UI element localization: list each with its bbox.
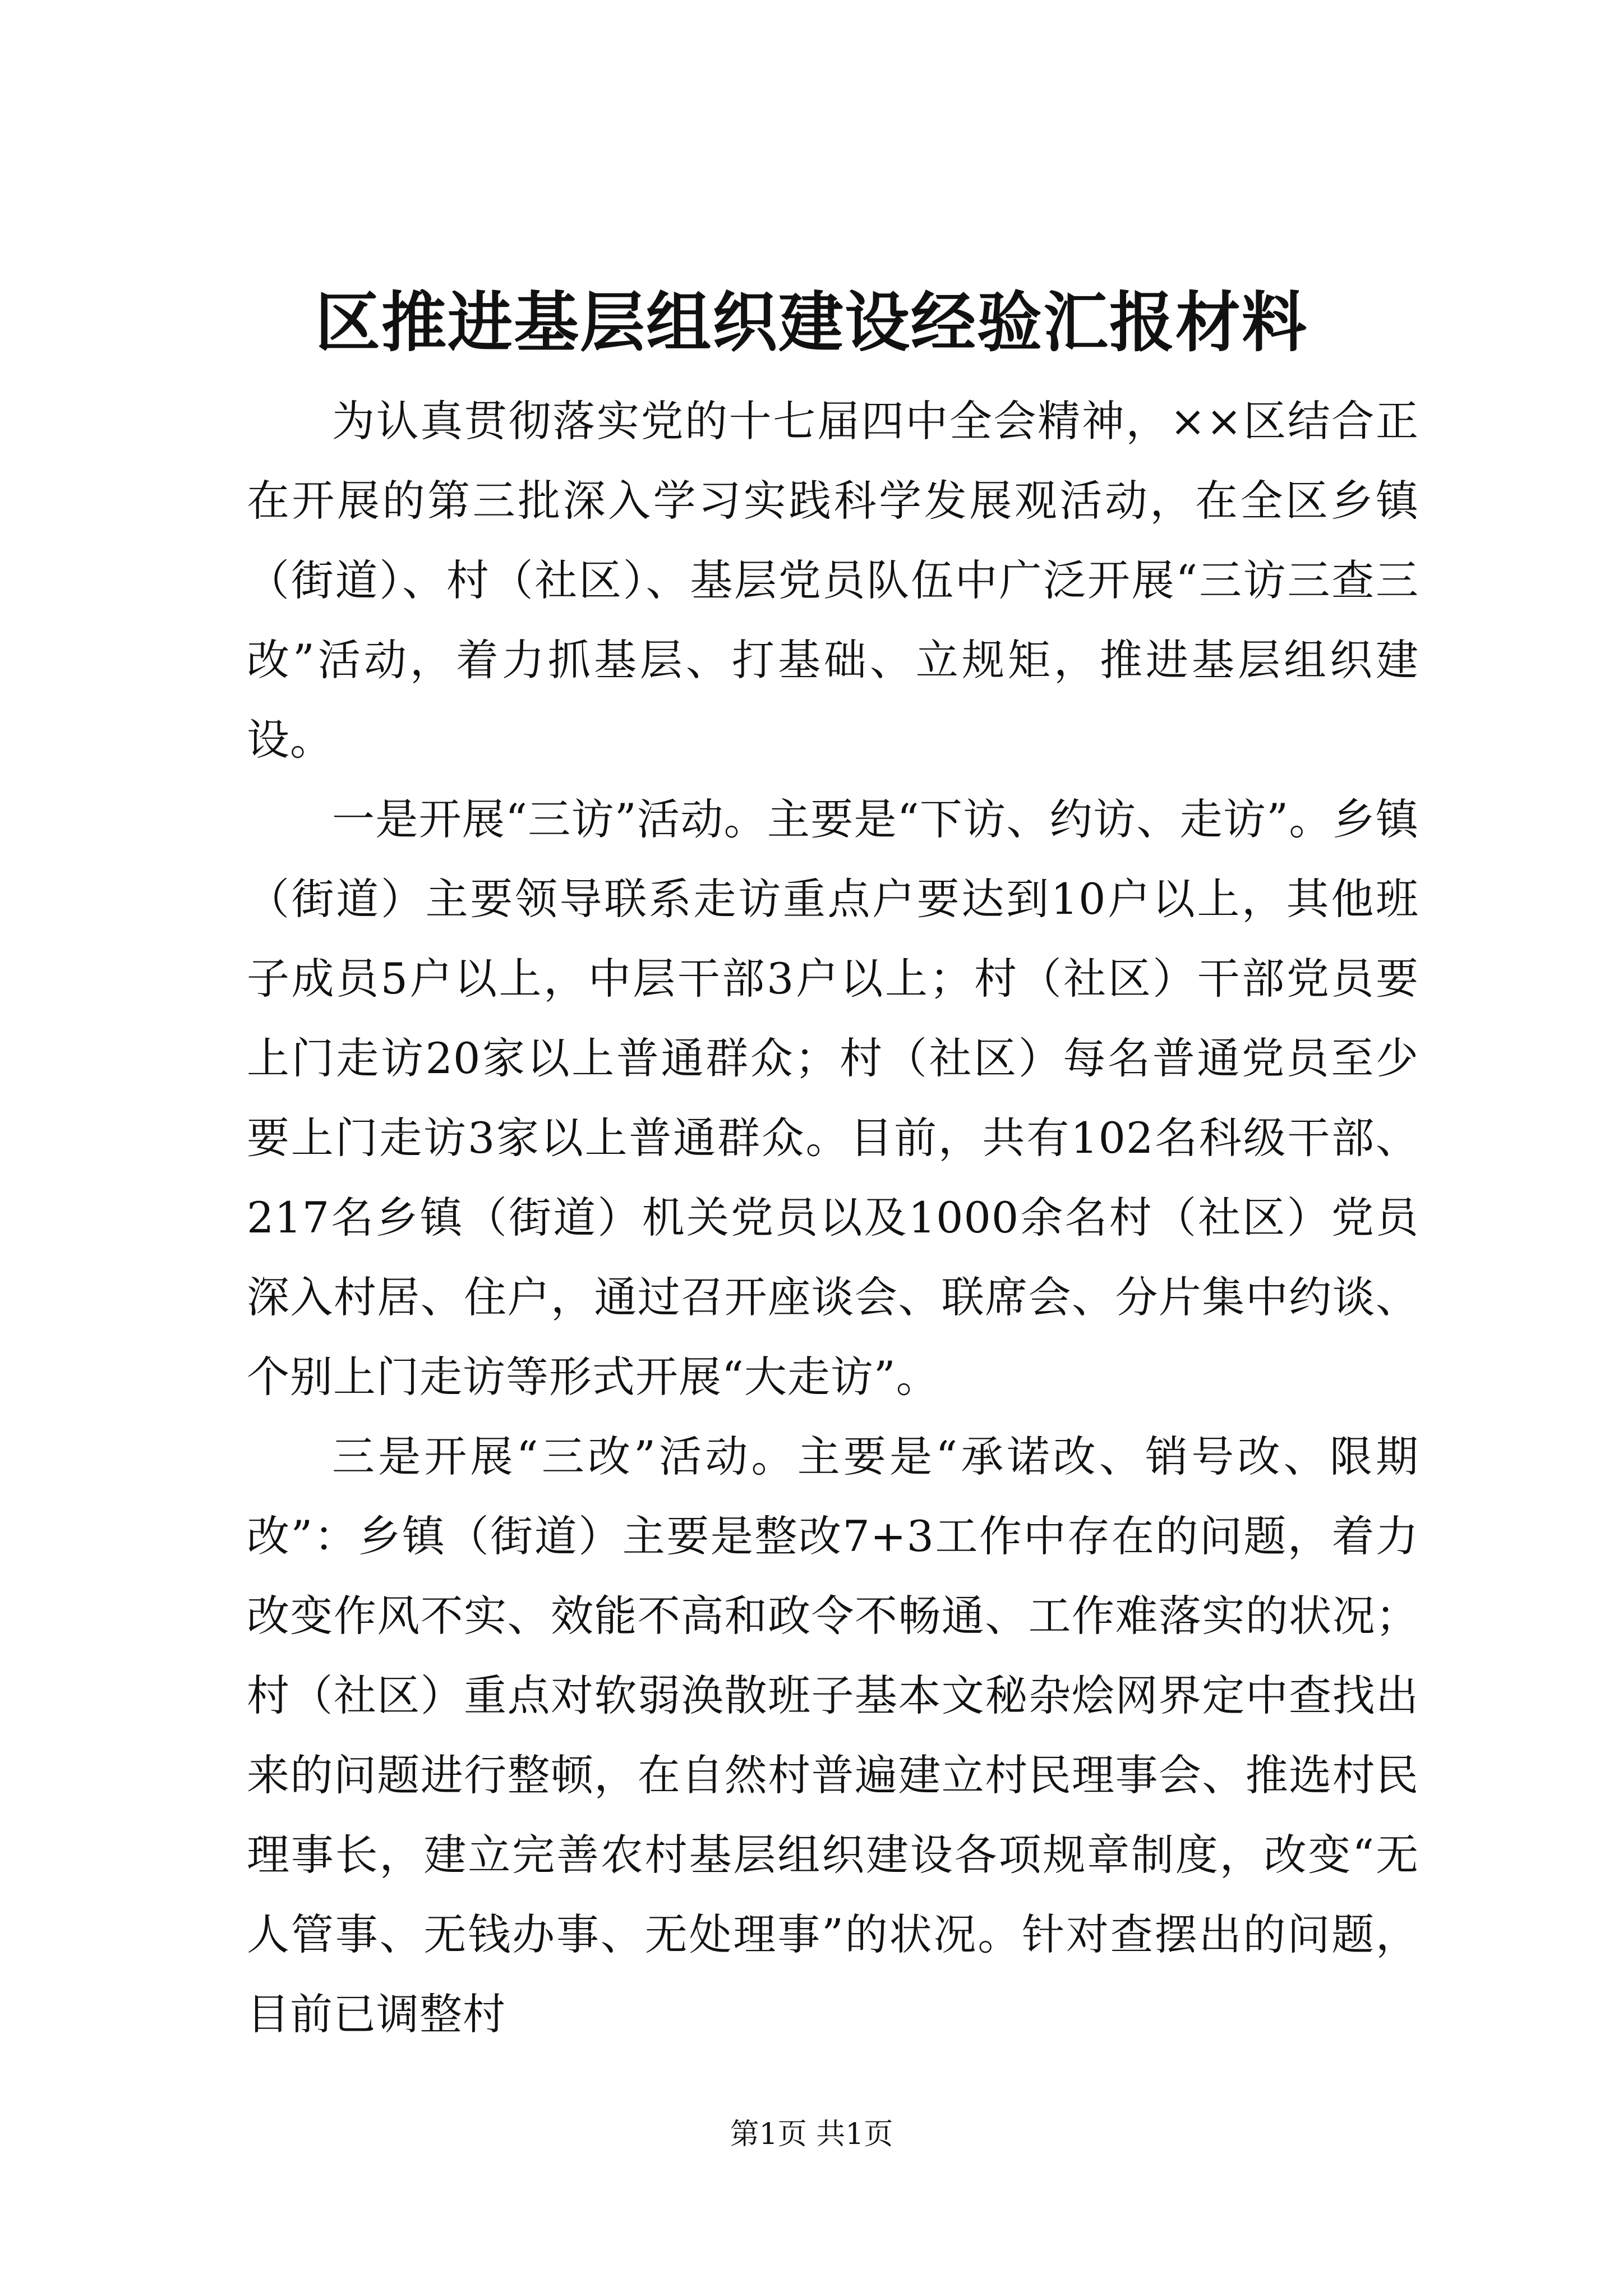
document-title: 区推进基层组织建设经验汇报材料 [315, 284, 1308, 361]
page-number-footer: 第1页 共1页 [730, 2118, 893, 2151]
paragraph-three-visits: 一是开展“三访”活动。主要是“下访、约访、走访”。乡镇（街道）主要领导联系走访重点户要达到10户以上，其他班子成员5户以上，中层干部3户以上；村（社区）干部党员要上门走访20家以上普通群众；村（社区）每名普通党员至少要上门走访3家以上普通群众。目前，共有102名科级干部、217名乡镇（街道）机关党员以及1000余名村（社区）党员深入村居、住户，通过召开座谈会、联席会、分片集中约谈、个别上门走访等形式开展“大走访”。 [247, 794, 1419, 1402]
document-body [247, 381, 1419, 2054]
paragraph-three-reforms: 三是开展“三改”活动。主要是“承诺改、销号改、限期改”：乡镇（街道）主要是整改7+3工作中存在的问题，着力改变作风不实、效能不高和政令不畅通、工作难落实的状况；村（社区）重点对软弱涣散班子基本文秘杂烩网界定中查找出来的问题进行整顿，在自然村普遍建立村民理事会、推选村民理事长，建立完善农村基层组织建设各项规章制度，改变“无人管事、无钱办事、无处理事”的状况。针对查摆出的问题，目前已调整村 [247, 1432, 1419, 2039]
paragraph-intro: 为认真贯彻落实党的十七届四中全会精神，××区结合正在开展的第三批深入学习实践科学发展观活动，在全区乡镇（街道）、村（社区）、基层党员队伍中广泛开展“三访三查三改”活动，着力抓基层、打基础、立规矩，推进基层组织建设。 [247, 396, 1419, 765]
